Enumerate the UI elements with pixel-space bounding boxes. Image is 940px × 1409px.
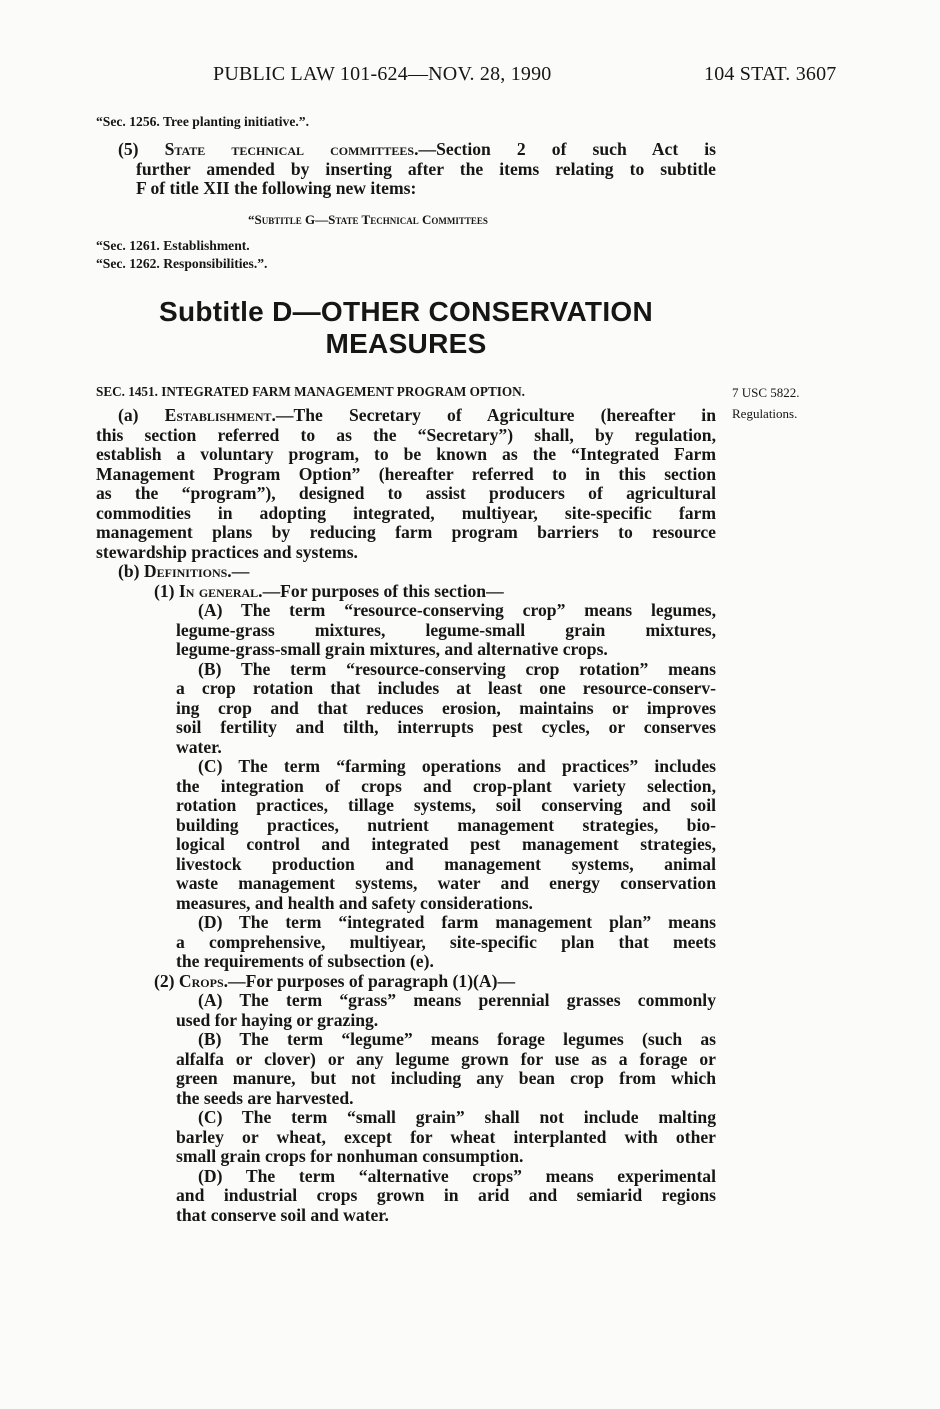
paragraph-line: alfalfa or clover) or any legume grown for use as a forage or	[176, 1048, 716, 1069]
definition-2-b	[96, 1030, 716, 1108]
paragraph-line: water.	[176, 736, 222, 757]
paragraph-line: (A) The term “resource-conserving crop” means legumes,	[198, 600, 716, 620]
running-header-stat-page: 104 STAT. 3607	[704, 63, 837, 85]
paragraph-line: green manure, but not including any bean crop from which	[176, 1068, 716, 1088]
paragraph-line: (2) Crops.—For purposes of paragraph (1)(A)—	[154, 970, 516, 991]
paragraph-line: as the “program”), designed to assist producers of agricultural	[96, 483, 716, 503]
toc-subtitle-g: “Subtitle G—State Technical Committees	[248, 212, 488, 227]
paragraph-line: (A) The term “grass” means perennial grasses commonly	[198, 990, 716, 1010]
definition-2-a	[96, 991, 716, 1030]
subtitle-d-line-2: MEASURES	[325, 328, 487, 359]
paragraph-line: soil fertility and tilth, interrupts pest cycles, or conserves	[176, 717, 716, 737]
paragraph-heading: In general.	[178, 580, 263, 601]
paragraph-line: that conserve soil and water.	[176, 1204, 389, 1225]
paragraph-line: (B) The term “legume” means forage legumes (such as	[198, 1029, 716, 1049]
paragraph-line: the seeds are harvested.	[176, 1087, 354, 1108]
paragraph-line: Management Program Option” (hereafter referred to in this section	[96, 463, 716, 484]
paragraph-line: (D) The term “integrated farm management plan” means	[198, 912, 716, 932]
paragraph-line: legume-grass mixtures, legume-small grain mixtures,	[176, 619, 716, 640]
paragraph-line: building practices, nutrient management strategies, bio-	[176, 814, 716, 835]
paragraph-line: barley or wheat, except for wheat interplanted with other	[176, 1126, 716, 1147]
paragraph-line: small grain crops for nonhuman consumption.	[176, 1146, 524, 1166]
toc-item-sec-1256: “Sec. 1256. Tree planting initiative.”.	[96, 114, 309, 129]
definition-1-c	[96, 757, 716, 913]
margin-note-regulations: Regulations.	[732, 406, 798, 421]
paragraph-line: and industrial crops grown in arid and semiarid regions	[176, 1185, 716, 1205]
paragraph-line: (C) The term “small grain” shall not include malting	[198, 1107, 716, 1127]
paragraph-line: logical control and integrated pest management strategies,	[176, 834, 716, 854]
paragraph-line: (D) The term “alternative crops” means experimental	[198, 1165, 716, 1186]
paragraph-line: used for haying or grazing.	[176, 1009, 379, 1030]
paragraph-line: (b) Definitions.—	[118, 561, 250, 581]
section-1451-heading: SEC. 1451. INTEGRATED FARM MANAGEMENT PROGRAM OPTION.	[96, 384, 525, 399]
paragraph-heading: Crops.	[178, 970, 229, 991]
paragraph-line: management plans by reducing farm program barriers to resource	[96, 522, 716, 542]
paragraph-line: stewardship practices and systems.	[96, 541, 358, 562]
definition-2-d	[96, 1167, 716, 1226]
definition-1-d	[96, 913, 716, 972]
paragraph-line: rotation practices, tillage systems, soil conserving and soil	[176, 795, 716, 815]
subtitle-d-heading	[96, 296, 716, 360]
paragraph-line: commodities in adopting integrated, multiyear, site-specific farm	[96, 502, 716, 523]
toc-item-sec-1262: “Sec. 1262. Responsibilities.”.	[96, 256, 268, 271]
definition-1-b	[96, 660, 716, 758]
paragraph-line: (C) The term “farming operations and practices” includes	[198, 756, 716, 776]
paragraph-line: a comprehensive, multiyear, site-specific plan that meets	[176, 931, 716, 952]
paragraph-line: measures, and health and safety considerations.	[176, 892, 533, 913]
paragraph-line: the integration of crops and crop-plant variety selection,	[176, 775, 716, 796]
definition-1-a	[96, 601, 716, 660]
paragraph-line: ing crop and that reduces erosion, maintains or improves	[176, 697, 716, 718]
paragraph-line: establish a voluntary program, to be known as the “Integrated Farm	[96, 444, 716, 464]
paragraph-line: F of title XII the following new items:	[136, 178, 417, 198]
paragraph-5-state-technical-committees	[96, 140, 716, 199]
paragraph-line: waste management systems, water and energy conservation	[176, 873, 716, 893]
paragraph-line: (5) State technical committees.—Section 2 of such Act is	[118, 139, 716, 159]
subtitle-d-line-1: Subtitle D—OTHER CONSERVATION	[158, 296, 654, 327]
paragraph-line: (B) The term “resource-conserving crop rotation” means	[198, 658, 716, 679]
subsection-heading: Establishment.	[164, 405, 276, 425]
paragraph-line: this section referred to as the “Secretary”) shall, by regulation,	[96, 424, 716, 445]
paragraph-line: legume-grass-small grain mixtures, and alternative crops.	[176, 639, 608, 659]
margin-note-usc-citation: 7 USC 5822.	[732, 385, 800, 400]
subsection-b-definitions	[96, 562, 716, 1225]
paragraph-line: further amended by inserting after the items relating to subtitle	[136, 158, 716, 179]
paragraph-heading: State technical committees.	[164, 139, 419, 159]
subsection-a-establishment	[96, 406, 716, 562]
toc-item-sec-1261: “Sec. 1261. Establishment.	[96, 238, 250, 253]
subsection-heading: Definitions.	[143, 561, 232, 581]
paragraph-line: the requirements of subsection (e).	[176, 951, 434, 971]
definition-2-c	[96, 1108, 716, 1167]
paragraph-line: a crop rotation that includes at least one resource-conserv-	[176, 678, 716, 698]
running-header-title: PUBLIC LAW 101-624—NOV. 28, 1990	[213, 63, 552, 85]
paragraph-line: (1) In general.—For purposes of this section—	[154, 580, 504, 601]
paragraph-line: livestock production and management systems, animal	[176, 853, 716, 874]
paragraph-line: (a) Establishment.—The Secretary of Agriculture (hereafter in	[118, 405, 716, 425]
